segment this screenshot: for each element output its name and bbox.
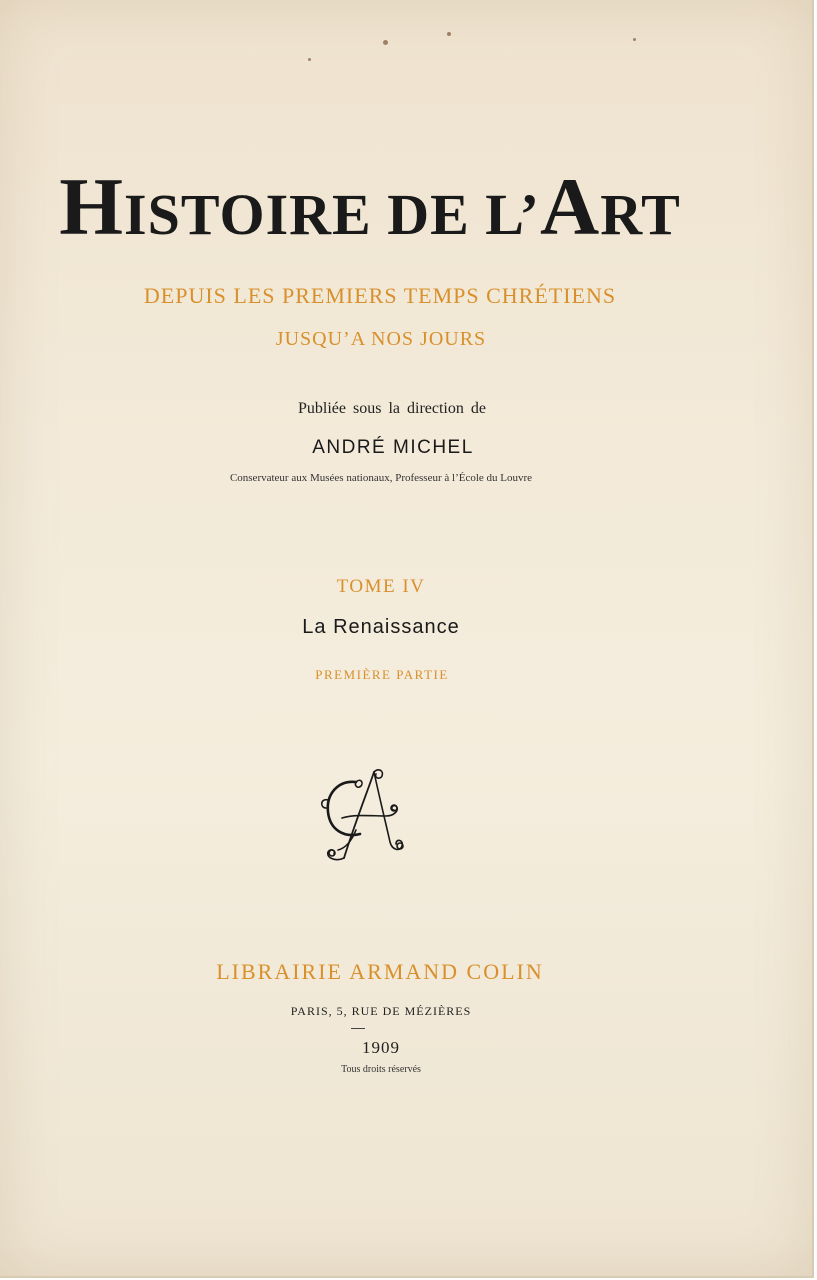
title-part-1: ISTOIRE DE L’ [124,182,540,247]
paper-speck [633,38,636,41]
author-name: ANDRÉ MICHEL [312,437,474,458]
publication-year: 1909 [362,1038,400,1057]
publisher-name: LIBRAIRIE ARMAND COLIN [216,959,544,984]
title-part-2: RT [600,182,681,247]
volume-number: TOME IV [336,576,426,597]
publisher-address: PARIS, 5, RUE DE MÉZIÈRES [290,1004,472,1018]
divider [351,1028,365,1029]
book-title [0,160,740,254]
ac-monogram-icon [316,760,408,870]
subtitle-line-2: JUSQU’A NOS JOURS [275,328,487,350]
author-role: Conservateur aux Musées nationaux, Professeur à l’École du Louvre [229,472,533,484]
subtitle-line-1: DEPUIS LES PREMIERS TEMPS CHRÉTIENS [143,283,617,308]
volume-title: La Renaissance [302,616,460,638]
paper-speck [308,58,311,61]
direction-intro: Publiée sous la direction de [298,400,486,417]
paper-speck [447,32,451,36]
rights-notice: Tous droits réservés [341,1064,421,1075]
title-initial: H [59,161,125,252]
volume-part: PREMIÈRE PARTIE [315,667,449,682]
paper-speck [383,40,388,45]
title-initial-2: A [540,161,601,252]
